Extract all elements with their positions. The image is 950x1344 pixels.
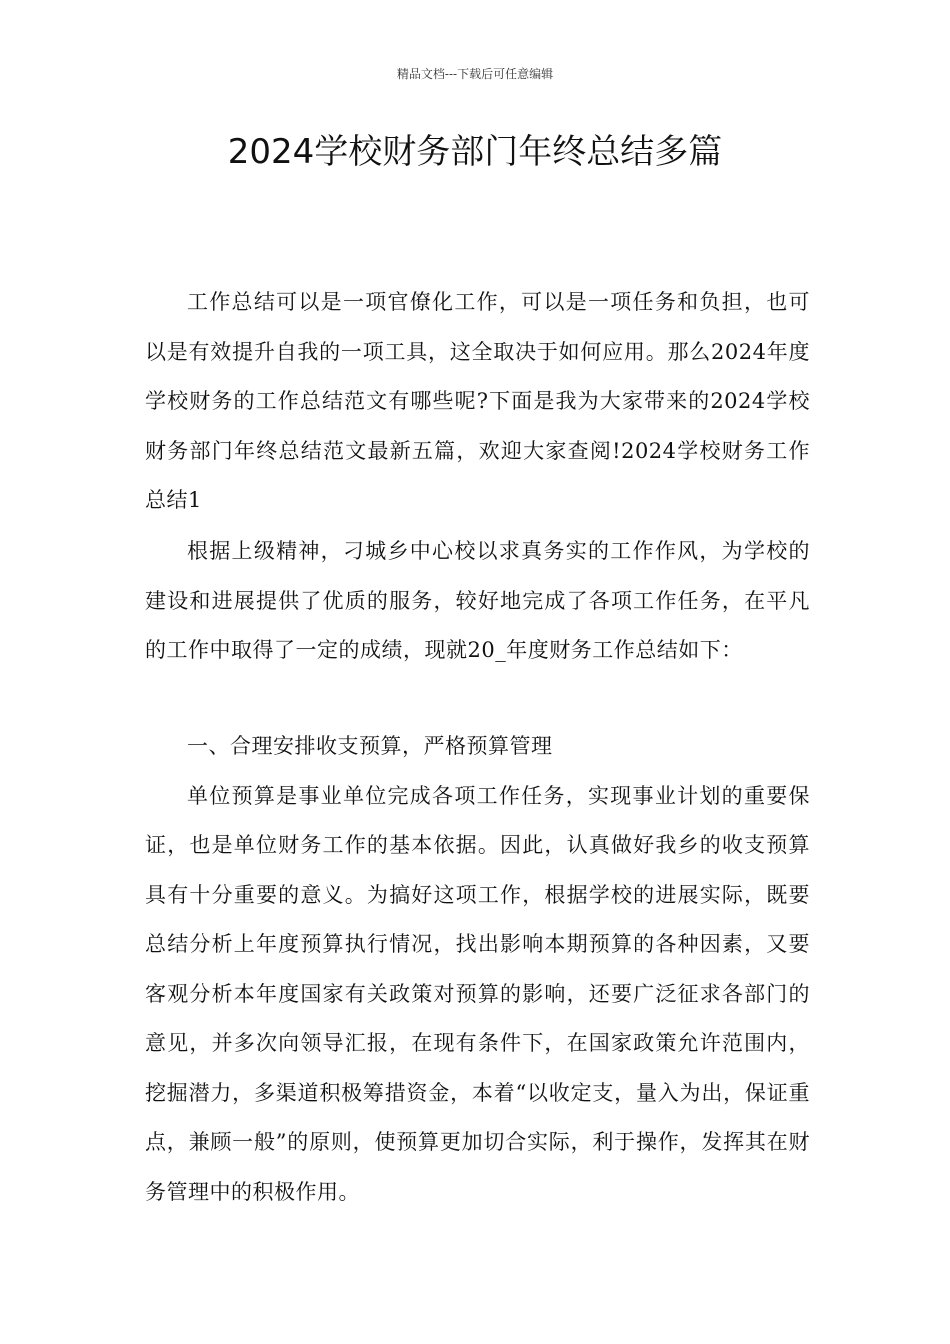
paragraph-intro: 工作总结可以是一项官僚化工作，可以是一项任务和负担，也可以是有效提升自我的一项工具，这全取决于如何应用。那么2024年度学校财务的工作总结范文有哪些呢?下面是我为大家带来的2024学校财务部门年终总结范文最新五篇，欢迎大家查阅!2024学校财务工作总结1 [145,290,810,512]
budget-section [145,722,810,1217]
document-title: 2024学校财务部门年终总结多篇 [227,132,723,172]
paragraph-background: 根据上级精神，刁城乡中心校以求真务实的工作作风，为学校的建设和进展提供了优质的服务，较好地完成了各项工作任务，在平凡的工作中取得了一定的成绩，现就20_年度财务工作总结如下： [145,539,810,662]
intro-section [145,278,810,662]
page-header-watermark: 精品文档---下载后可任意编辑 [396,67,554,81]
paragraph-budget: 单位预算是事业单位完成各项工作任务，实现事业计划的重要保证，也是单位财务工作的基本依据。因此，认真做好我乡的收支预算具有十分重要的意义。为搞好这项工作，根据学校的进展实际，既要总结分析上年度预算执行情况，找出影响本期预算的各种因素，又要客观分析本年度国家有关政策对预算的影响，还要广泛征求各部门的意见，并多次向领导汇报，在现有条件下，在国家政策允许范围内，挖掘潜力，多渠道积极筹措资金，本着“以收定支，量入为出，保证重点，兼顾一般”的原则，使预算更加切合实际，利于操作，发挥其在财务管理中的积极作用。 [145,783,810,1204]
section-heading-budget: 一、合理安排收支预算，严格预算管理 [187,734,553,758]
